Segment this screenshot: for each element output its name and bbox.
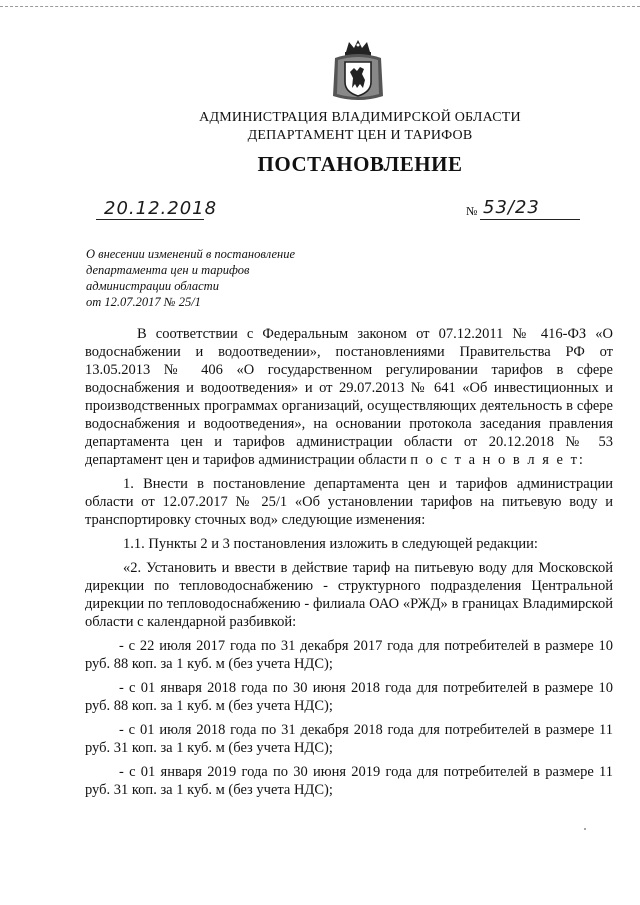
tariff-period-item: - с 22 июля 2017 года по 31 декабря 2017 года для потребителей в размере 10 руб. 88 коп. за 1 куб. м (без учета НДС); bbox=[85, 638, 613, 672]
subject-line: администрации области bbox=[86, 279, 219, 293]
clause-1: 1. Внести в постановление департамента цен и тарифов администрации области от 12.07.2017 № 25/1 «Об установлении тарифов на питьевую воду и транспортировку сточных вод» следующие изменения: bbox=[85, 476, 613, 528]
document-body bbox=[85, 325, 613, 805]
scan-top-edge bbox=[0, 6, 640, 8]
department-name: ДЕПАРТАМЕНТ ЦЕН И ТАРИФОВ bbox=[247, 128, 473, 143]
subject-line: от 12.07.2017 № 25/1 bbox=[86, 295, 201, 309]
scan-speck bbox=[584, 828, 586, 830]
subject-line: О внесении изменений в постановление bbox=[86, 247, 296, 261]
number-label: № bbox=[466, 204, 478, 218]
clause-2: «2. Установить и ввести в действие тариф на питьевую воду для Московской дирекции по тепловодоснабжению - структурного подразделения Центральной дирекции по тепловодоснабжению - филиала ОАО «РЖД» в границах Владимирской области с календарной разбивкой: bbox=[85, 560, 613, 630]
number-underline bbox=[480, 219, 580, 220]
preamble-paragraph bbox=[85, 325, 613, 469]
handwritten-number: 53/23 bbox=[483, 197, 540, 218]
tariff-period-item: - с 01 июля 2018 года по 31 декабря 2018 года для потребителей в размере 11 руб. 31 коп. за 1 куб. м (без учета НДС); bbox=[85, 722, 613, 756]
date-underline bbox=[96, 219, 204, 220]
organization-name: АДМИНИСТРАЦИЯ ВЛАДИМИРСКОЙ ОБЛАСТИ bbox=[199, 110, 521, 125]
document-subject bbox=[86, 246, 295, 310]
tariff-period-item: - с 01 января 2019 года по 30 июня 2019 года для потребителей в размере 11 руб. 31 коп. за 1 куб. м (без учета НДС); bbox=[85, 764, 613, 798]
handwritten-date: 20.12.2018 bbox=[104, 198, 218, 219]
subject-line: департамента цен и тарифов bbox=[86, 263, 250, 277]
document-type-title: ПОСТАНОВЛЕНИЕ bbox=[257, 152, 463, 176]
clause-1-1: 1.1. Пункты 2 и 3 постановления изложить в следующей редакции: bbox=[123, 536, 538, 552]
preamble-text: В соответствии с Федеральным законом от 07.12.2011 № 416-ФЗ «О водоснабжении и водоотведении», постановлениями Правительства РФ от 13.05.2013 № 406 «О государственном регулировании тарифов в сфере водоснабжения и водоотведения» и от 29.07.2013 № 641 «Об инвестиционных и производственных программах организаций, осуществляющих деятельность в сфере водоснабжения и водоотведения», на основании протокола заседания правления департамента цен и тарифов администрации области от 20.12.2018 № 53 департамент цен и тарифов администрации области bbox=[85, 326, 613, 468]
tariff-period-item: - с 01 января 2018 года по 30 июня 2018 года для потребителей в размере 10 руб. 88 коп. за 1 куб. м (без учета НДС); bbox=[85, 680, 613, 714]
resolve-word: п о с т а н о в л я е т: bbox=[410, 452, 585, 468]
coat-of-arms-icon bbox=[329, 38, 387, 104]
